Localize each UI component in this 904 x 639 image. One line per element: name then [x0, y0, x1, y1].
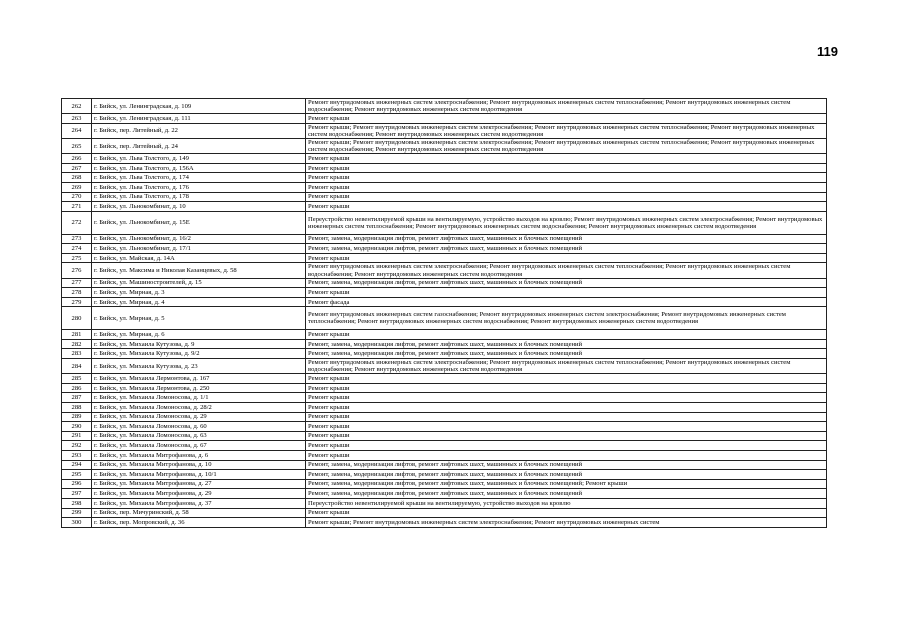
row-number: 288: [62, 402, 92, 412]
row-work-description: Ремонт крыши: [306, 154, 827, 164]
row-number: 270: [62, 192, 92, 202]
row-number: 275: [62, 253, 92, 263]
row-address: г. Бийск, ул. Мирная, д. 5: [92, 307, 306, 330]
row-number: 265: [62, 139, 92, 154]
table-row: [62, 450, 827, 460]
row-number: 297: [62, 489, 92, 499]
row-number: 295: [62, 470, 92, 480]
row-address: г. Бийск, ул. Льнокомбинат, д. 15Е: [92, 211, 306, 234]
row-work-description: Ремонт фасада: [306, 297, 827, 307]
row-work-description: Ремонт крыши: [306, 422, 827, 432]
table-row: [62, 211, 827, 234]
row-address: г. Бийск, ул. Льва Толстого, д. 176: [92, 183, 306, 193]
row-address: г. Бийск, ул. Михаила Кутузова, д. 9: [92, 339, 306, 349]
table-row: [62, 431, 827, 441]
row-address: г. Бийск, ул. Льва Толстого, д. 156А: [92, 163, 306, 173]
row-number: 273: [62, 234, 92, 244]
row-work-description: Ремонт внутридомовых инженерных систем электроснабжения; Ремонт внутридомовых инженерных систем теплоснабжения; Ремонт внутридомовых инженерных систем водоснабжения; Ремонт внутридомовых инженерных систем водоотведения: [306, 358, 827, 373]
table-row: [62, 278, 827, 288]
row-number: 269: [62, 183, 92, 193]
row-address: г. Бийск, ул. Михаила Митрофанова, д. 10: [92, 460, 306, 470]
row-address: г. Бийск, ул. Ленинградская, д. 111: [92, 114, 306, 124]
row-number: 289: [62, 412, 92, 422]
row-number: 291: [62, 431, 92, 441]
table-row: [62, 422, 827, 432]
row-address: г. Бийск, ул. Льва Толстого, д. 149: [92, 154, 306, 164]
row-number: 267: [62, 163, 92, 173]
table-row: [62, 244, 827, 254]
table-row: [62, 470, 827, 480]
table-row: [62, 253, 827, 263]
table-row: [62, 460, 827, 470]
row-number: 298: [62, 498, 92, 508]
row-address: г. Бийск, ул. Мирная, д. 6: [92, 330, 306, 340]
table-row: [62, 123, 827, 138]
table-row: [62, 263, 827, 278]
table-row: [62, 508, 827, 518]
row-work-description: Ремонт крыши: [306, 383, 827, 393]
table-row: [62, 393, 827, 403]
row-address: г. Бийск, ул. Ленинградская, д. 109: [92, 99, 306, 114]
row-address: г. Бийск, ул. Михаила Митрофанова, д. 29: [92, 489, 306, 499]
row-address: г. Бийск, ул. Льнокомбинат, д. 17/1: [92, 244, 306, 254]
row-address: г. Бийск, ул. Мирная, д. 4: [92, 297, 306, 307]
row-work-description: Ремонт, замена, модернизация лифтов, ремонт лифтовых шахт, машинных и блочных помещений; Ремонт крыши: [306, 479, 827, 489]
row-address: г. Бийск, ул. Михаила Ломоносова, д. 29: [92, 412, 306, 422]
row-work-description: Ремонт, замена, модернизация лифтов, ремонт лифтовых шахт, машинных и блочных помещений: [306, 339, 827, 349]
row-number: 268: [62, 173, 92, 183]
row-number: 286: [62, 383, 92, 393]
row-address: г. Бийск, ул. Льва Толстого, д. 174: [92, 173, 306, 183]
row-number: 276: [62, 263, 92, 278]
table-row: [62, 412, 827, 422]
table-row: [62, 518, 827, 528]
row-work-description: Ремонт крыши: [306, 508, 827, 518]
table-row: [62, 339, 827, 349]
row-address: г. Бийск, ул. Майская, д. 14А: [92, 253, 306, 263]
row-work-description: Ремонт крыши: [306, 163, 827, 173]
row-work-description: Ремонт крыши: [306, 288, 827, 298]
row-work-description: Ремонт, замена, модернизация лифтов, ремонт лифтовых шахт, машинных и блочных помещений: [306, 278, 827, 288]
row-work-description: Ремонт крыши: [306, 183, 827, 193]
row-address: г. Бийск, ул. Михаила Кутузова, д. 23: [92, 358, 306, 373]
row-address: г. Бийск, ул. Михаила Ломоносова, д. 60: [92, 422, 306, 432]
table-row: [62, 99, 827, 114]
row-address: г. Бийск, ул. Льнокомбинат, д. 16/2: [92, 234, 306, 244]
row-work-description: Ремонт крыши: [306, 192, 827, 202]
row-address: г. Бийск, ул. Максима и Николая Казанцевых, д. 58: [92, 263, 306, 278]
row-number: 281: [62, 330, 92, 340]
row-address: г. Бийск, ул. Михаила Кутузова, д. 9/2: [92, 349, 306, 359]
table-body: [62, 99, 827, 528]
row-work-description: Ремонт крыши; Ремонт внутридомовых инженерных систем электроснабжения; Ремонт внутридомовых инженерных систем: [306, 518, 827, 528]
row-work-description: Ремонт, замена, модернизация лифтов, ремонт лифтовых шахт, машинных и блочных помещений: [306, 460, 827, 470]
row-work-description: Ремонт крыши: [306, 431, 827, 441]
row-number: 278: [62, 288, 92, 298]
row-number: 294: [62, 460, 92, 470]
row-number: 284: [62, 358, 92, 373]
row-address: г. Бийск, ул. Михаила Митрофанова, д. 37: [92, 498, 306, 508]
row-number: 271: [62, 202, 92, 212]
table-row: [62, 402, 827, 412]
row-address: г. Бийск, пер. Мопровский, д. 36: [92, 518, 306, 528]
row-number: 277: [62, 278, 92, 288]
table-row: [62, 498, 827, 508]
row-address: г. Бийск, ул. Михаила Ломоносова, д. 1/1: [92, 393, 306, 403]
row-number: 299: [62, 508, 92, 518]
row-address: г. Бийск, ул. Михаила Митрофанова, д. 6: [92, 450, 306, 460]
row-address: г. Бийск, ул. Льнокомбинат, д. 10: [92, 202, 306, 212]
row-number: 285: [62, 374, 92, 384]
row-number: 272: [62, 211, 92, 234]
row-number: 280: [62, 307, 92, 330]
row-address: г. Бийск, ул. Михаила Ломоносова, д. 63: [92, 431, 306, 441]
row-work-description: Ремонт крыши: [306, 441, 827, 451]
row-work-description: Ремонт крыши: [306, 330, 827, 340]
table-row: [62, 383, 827, 393]
row-address: г. Бийск, ул. Мирная, д. 3: [92, 288, 306, 298]
row-work-description: Ремонт крыши; Ремонт внутридомовых инженерных систем электроснабжения; Ремонт внутридомовых инженерных систем теплоснабжения; Ремонт внутридомовых инженерных систем водоснабжения; Ремонт внутридомовых инженерных систем водоотведения: [306, 123, 827, 138]
row-address: г. Бийск, ул. Машиностроителей, д. 15: [92, 278, 306, 288]
row-number: 264: [62, 123, 92, 138]
row-number: 274: [62, 244, 92, 254]
row-work-description: Ремонт, замена, модернизация лифтов, ремонт лифтовых шахт, машинных и блочных помещений: [306, 244, 827, 254]
row-work-description: Ремонт, замена, модернизация лифтов, ремонт лифтовых шахт, машинных и блочных помещений: [306, 234, 827, 244]
row-number: 263: [62, 114, 92, 124]
table-row: [62, 374, 827, 384]
table-row: [62, 234, 827, 244]
row-number: 279: [62, 297, 92, 307]
table-row: [62, 139, 827, 154]
row-number: 300: [62, 518, 92, 528]
row-work-description: Ремонт, замена, модернизация лифтов, ремонт лифтовых шахт, машинных и блочных помещений: [306, 349, 827, 359]
row-address: г. Бийск, ул. Михаила Ломоносова, д. 67: [92, 441, 306, 451]
row-number: 296: [62, 479, 92, 489]
row-address: г. Бийск, ул. Льва Толстого, д. 178: [92, 192, 306, 202]
table-row: [62, 307, 827, 330]
row-number: 287: [62, 393, 92, 403]
row-work-description: Ремонт крыши; Ремонт внутридомовых инженерных систем электроснабжения; Ремонт внутридомовых инженерных систем теплоснабжения; Ремонт внутридомовых инженерных систем водоснабжения; Ремонт внутридомовых инженерных систем водоотведения: [306, 139, 827, 154]
row-address: г. Бийск, ул. Михаила Ломоносова, д. 28/2: [92, 402, 306, 412]
row-number: 293: [62, 450, 92, 460]
row-number: 282: [62, 339, 92, 349]
table-row: [62, 202, 827, 212]
table-row: [62, 479, 827, 489]
table-row: [62, 288, 827, 298]
row-address: г. Бийск, ул. Михаила Лермонтова, д. 250: [92, 383, 306, 393]
row-address: г. Бийск, ул. Михаила Митрофанова, д. 27: [92, 479, 306, 489]
row-work-description: Ремонт внутридомовых инженерных систем электроснабжения; Ремонт внутридомовых инженерных систем теплоснабжения; Ремонт внутридомовых инженерных систем водоснабжения; Ремонт внутридомовых инженерных систем водоотведения: [306, 263, 827, 278]
table-row: [62, 358, 827, 373]
row-number: 290: [62, 422, 92, 432]
table-row: [62, 183, 827, 193]
table-row: [62, 489, 827, 499]
table-row: [62, 114, 827, 124]
row-address: г. Бийск, пер. Мичуринский, д. 58: [92, 508, 306, 518]
row-work-description: Переустройство невентилируемой крыши на вентилируемую, устройство выходов на кровлю; Ремонт внутридомовых инженерных систем электроснабжения; Ремонт внутридомовых инженерных систем теплоснабжения; Ремонт внутридомовых инженерных систем водоснабжения; Ремонт внутридомовых инженерных систем водоотведения: [306, 211, 827, 234]
row-work-description: Ремонт крыши: [306, 114, 827, 124]
table-row: [62, 192, 827, 202]
repair-schedule-table: [61, 98, 827, 528]
row-number: 292: [62, 441, 92, 451]
row-number: 283: [62, 349, 92, 359]
row-work-description: Ремонт, замена, модернизация лифтов, ремонт лифтовых шахт, машинных и блочных помещений: [306, 470, 827, 480]
table-row: [62, 154, 827, 164]
row-work-description: Ремонт крыши: [306, 374, 827, 384]
row-address: г. Бийск, ул. Михаила Лермонтова, д. 167: [92, 374, 306, 384]
row-address: г. Бийск, пер. Литейный, д. 24: [92, 139, 306, 154]
row-number: 262: [62, 99, 92, 114]
table-row: [62, 297, 827, 307]
page-number: 119: [817, 44, 838, 59]
row-work-description: Ремонт крыши: [306, 412, 827, 422]
table-row: [62, 349, 827, 359]
row-work-description: Переустройство невентилируемой крыши на вентилируемую, устройство выходов на кровлю: [306, 498, 827, 508]
row-work-description: Ремонт крыши: [306, 202, 827, 212]
table-row: [62, 441, 827, 451]
row-work-description: Ремонт крыши: [306, 393, 827, 403]
row-work-description: Ремонт внутридомовых инженерных систем электроснабжения; Ремонт внутридомовых инженерных систем теплоснабжения; Ремонт внутридомовых инженерных систем водоснабжения; Ремонт внутридомовых инженерных систем водоотведения: [306, 99, 827, 114]
row-work-description: Ремонт крыши: [306, 402, 827, 412]
table-row: [62, 163, 827, 173]
row-work-description: Ремонт крыши: [306, 173, 827, 183]
row-work-description: Ремонт внутридомовых инженерных систем газоснабжения; Ремонт внутридомовых инженерных систем электроснабжения; Ремонт внутридомовых инженерных систем теплоснабжения; Ремонт внутридомовых инженерных систем водоснабжения; Ремонт внутридомовых инженерных систем водоотведения: [306, 307, 827, 330]
row-address: г. Бийск, ул. Михаила Митрофанова, д. 10/1: [92, 470, 306, 480]
row-work-description: Ремонт крыши: [306, 253, 827, 263]
row-number: 266: [62, 154, 92, 164]
row-work-description: Ремонт, замена, модернизация лифтов, ремонт лифтовых шахт, машинных и блочных помещений: [306, 489, 827, 499]
row-work-description: Ремонт крыши: [306, 450, 827, 460]
table-row: [62, 173, 827, 183]
row-address: г. Бийск, пер. Литейный, д. 22: [92, 123, 306, 138]
table-row: [62, 330, 827, 340]
